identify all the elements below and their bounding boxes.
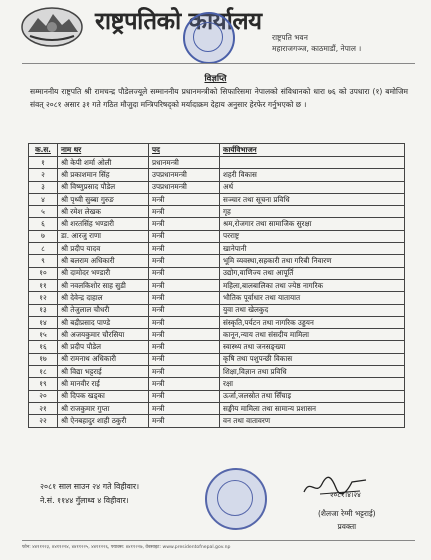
cell-position: मन्त्री — [149, 218, 220, 230]
cell-position: मन्त्री — [149, 267, 220, 279]
table-header-row — [29, 144, 405, 157]
cell-name: श्री प्रदीप पौडेल — [58, 341, 149, 353]
cell-serial: ७ — [29, 230, 58, 242]
table-row — [29, 304, 405, 316]
cell-name: श्री मानवीर राई — [58, 378, 149, 390]
cell-name: श्री अजयकुमार चौरसिया — [58, 329, 149, 341]
issue-date-bs: २०८१ साल साउन २४ गते विहीवार। — [40, 482, 140, 491]
issue-date-ns: ने.सं. ११४४ गुँलाथ्व ४ विहीवार। — [40, 496, 129, 505]
cell-serial: २ — [29, 169, 58, 181]
table-row — [29, 329, 405, 341]
cell-serial: ४ — [29, 193, 58, 205]
table-row — [29, 169, 405, 181]
cell-name: श्री विद्या भट्टराई — [58, 366, 149, 378]
cell-name: श्री बद्रीप्रसाद पाण्डे — [58, 316, 149, 328]
cell-serial: ८ — [29, 243, 58, 255]
cell-portfolio: रक्षा — [220, 378, 405, 390]
cell-portfolio: कृषि तथा पशुपन्छी विकास — [220, 353, 405, 365]
cell-serial: ६ — [29, 218, 58, 230]
notice-title: विज्ञप्ति — [204, 74, 227, 84]
cell-serial: २० — [29, 390, 58, 402]
cell-serial: १२ — [29, 292, 58, 304]
table-row — [29, 366, 405, 378]
cell-portfolio: श्रम,रोजगार तथा सामाजिक सुरक्षा — [220, 218, 405, 230]
office-address — [272, 32, 361, 54]
cell-position: मन्त्री — [149, 341, 220, 353]
cell-name: श्री देवेन्द्र दाहाल — [58, 292, 149, 304]
table-row — [29, 390, 405, 402]
cell-position: उपप्रधानमन्त्री — [149, 169, 220, 181]
cell-position: मन्त्री — [149, 329, 220, 341]
table-row — [29, 341, 405, 353]
footer-contact: फोन: ४४११२२३, ४४११२२४, ४४११२२५, ४४११२२६, फ्याक्स: ४४११२२७, वेबसाइट: www.presidentofnepal.gov.np — [22, 540, 415, 550]
cell-name: श्री रामनाथ अधिकारी — [58, 353, 149, 365]
cell-position: मन्त्री — [149, 193, 220, 205]
cell-serial: १९ — [29, 378, 58, 390]
cell-name: श्री तेजुलाल चौधरी — [58, 304, 149, 316]
table-row — [29, 193, 405, 205]
cabinet-table — [28, 143, 405, 428]
header-divider — [22, 63, 415, 64]
official-stamp — [205, 468, 267, 530]
signer-name: (शैलजा रेग्मी भट्टराई) — [318, 509, 376, 518]
table-row — [29, 316, 405, 328]
cell-position: मन्त्री — [149, 243, 220, 255]
notice-body: सम्माननीय राष्ट्रपति श्री रामचन्द्र पौडेलज्यूले सम्माननीय प्रधानमन्त्रीको सिफारिसमा नेपालको संविधानको धारा ७६ को उपधारा (१) बमोजिम संवत् २०८१ असार ३१ गते गठित मौजुदा मन्त्रिपरिषद्को मर्यादाक्रम देहाय अनुसार हेरफेर गर्नुभएको छ । — [30, 87, 408, 109]
cell-name: श्री प्रकाशमान सिंह — [58, 169, 149, 181]
signer-role: प्रवक्ता — [337, 522, 357, 531]
table-row — [29, 292, 405, 304]
cell-portfolio: शिक्षा,विज्ञान तथा प्रविधि — [220, 366, 405, 378]
cell-name: डा. आरजु राणा — [58, 230, 149, 242]
table-row — [29, 279, 405, 291]
cell-portfolio: वन तथा वातावरण — [220, 415, 405, 427]
cell-position: मन्त्री — [149, 279, 220, 291]
table-row — [29, 181, 405, 193]
nepal-emblem-logo — [20, 6, 84, 48]
cell-name: श्री शरतसिंह भण्डारी — [58, 218, 149, 230]
cell-position: मन्त्री — [149, 378, 220, 390]
cell-position: मन्त्री — [149, 366, 220, 378]
cell-portfolio: भूमि व्यवस्था,सहकारी तथा गरिबी निवारण — [220, 255, 405, 267]
cell-position: मन्त्री — [149, 255, 220, 267]
office-seal — [183, 12, 235, 64]
cell-portfolio: कानून,न्याय तथा संसदीय मामिला — [220, 329, 405, 341]
cell-portfolio: उद्योग,वाणिज्य तथा आपूर्ति — [220, 267, 405, 279]
table-body — [29, 157, 405, 428]
cell-name: श्री ऐनबहादुर शाही ठकुरी — [58, 415, 149, 427]
cell-name: श्री रमेश लेखक — [58, 206, 149, 218]
cell-serial: १५ — [29, 329, 58, 341]
cell-portfolio: सङ्घीय मामिला तथा सामान्य प्रशासन — [220, 402, 405, 414]
cell-position: उपप्रधानमन्त्री — [149, 181, 220, 193]
table-row — [29, 255, 405, 267]
cell-serial: १४ — [29, 316, 58, 328]
table-row — [29, 378, 405, 390]
cell-portfolio: परराष्ट्र — [220, 230, 405, 242]
cell-name: श्री पृथ्वी सुब्बा गुरुङ — [58, 193, 149, 205]
address-line-1: राष्ट्रपति भवन — [272, 33, 308, 42]
cell-serial: ९ — [29, 255, 58, 267]
cell-name: श्री प्रदीप यादव — [58, 243, 149, 255]
cell-position: मन्त्री — [149, 415, 220, 427]
table-row — [29, 218, 405, 230]
col-serial-header: क.स. — [29, 144, 58, 157]
cell-name: श्री बलराम अधिकारी — [58, 255, 149, 267]
table-row — [29, 415, 405, 427]
cell-portfolio: खानेपानी — [220, 243, 405, 255]
cell-position: मन्त्री — [149, 230, 220, 242]
cell-position: मन्त्री — [149, 206, 220, 218]
cell-name: श्री राजकुमार गुप्ता — [58, 402, 149, 414]
table-row — [29, 267, 405, 279]
cell-name: श्री नवलकिशोर साह सुडी — [58, 279, 149, 291]
table-row — [29, 230, 405, 242]
cell-serial: ३ — [29, 181, 58, 193]
cell-name: श्री विष्णुप्रसाद पौडेल — [58, 181, 149, 193]
cell-portfolio — [220, 157, 405, 169]
cell-name: श्री दिपक खड्का — [58, 390, 149, 402]
cell-portfolio: भौतिक पूर्वाधार तथा यातायात — [220, 292, 405, 304]
cell-position: मन्त्री — [149, 304, 220, 316]
cell-serial: १० — [29, 267, 58, 279]
cell-position: मन्त्री — [149, 316, 220, 328]
cell-name: श्री दामोदर भण्डारी — [58, 267, 149, 279]
cell-serial: ५ — [29, 206, 58, 218]
cell-serial: १७ — [29, 353, 58, 365]
cell-serial: १६ — [29, 341, 58, 353]
cell-position: मन्त्री — [149, 353, 220, 365]
cell-portfolio: गृह — [220, 206, 405, 218]
table-row — [29, 243, 405, 255]
cell-portfolio: युवा तथा खेलकुद — [220, 304, 405, 316]
table-row — [29, 206, 405, 218]
cell-portfolio: महिला,बालबालिका तथा ज्येष्ठ नागरिक — [220, 279, 405, 291]
cell-serial: १३ — [29, 304, 58, 316]
cell-portfolio: अर्थ — [220, 181, 405, 193]
address-line-2: महाराजगञ्ज, काठमाडौं, नेपाल । — [272, 44, 362, 53]
cell-position: मन्त्री — [149, 390, 220, 402]
col-position-header: पद — [149, 144, 220, 157]
cell-portfolio: स्वास्थ्य तथा जनसङ्ख्या — [220, 341, 405, 353]
cell-portfolio: सञ्चार तथा सूचना प्रविधि — [220, 193, 405, 205]
table-row — [29, 402, 405, 414]
cell-position: मन्त्री — [149, 292, 220, 304]
cell-serial: २१ — [29, 402, 58, 414]
cell-portfolio: ऊर्जा,जलस्रोत तथा सिँचाइ — [220, 390, 405, 402]
cell-serial: ११ — [29, 279, 58, 291]
cell-portfolio: संस्कृति,पर्यटन तथा नागरिक उड्डयन — [220, 316, 405, 328]
col-name-header: नाम थर — [58, 144, 149, 157]
table-row — [29, 157, 405, 169]
col-portfolio-header: कार्यविभाजन — [220, 144, 405, 157]
signature-date: २०८१।४।२४ — [330, 491, 361, 499]
cell-serial: १ — [29, 157, 58, 169]
issue-date — [40, 480, 139, 508]
cell-position: प्रधानमन्त्री — [149, 157, 220, 169]
signer-block — [318, 507, 376, 533]
cell-portfolio: शहरी विकास — [220, 169, 405, 181]
cell-serial: २२ — [29, 415, 58, 427]
cell-position: मन्त्री — [149, 402, 220, 414]
office-title: राष्ट्रपतिको कार्यालय — [95, 6, 262, 35]
cell-name: श्री केपी शर्मा ओली — [58, 157, 149, 169]
table-row — [29, 353, 405, 365]
cell-serial: १८ — [29, 366, 58, 378]
